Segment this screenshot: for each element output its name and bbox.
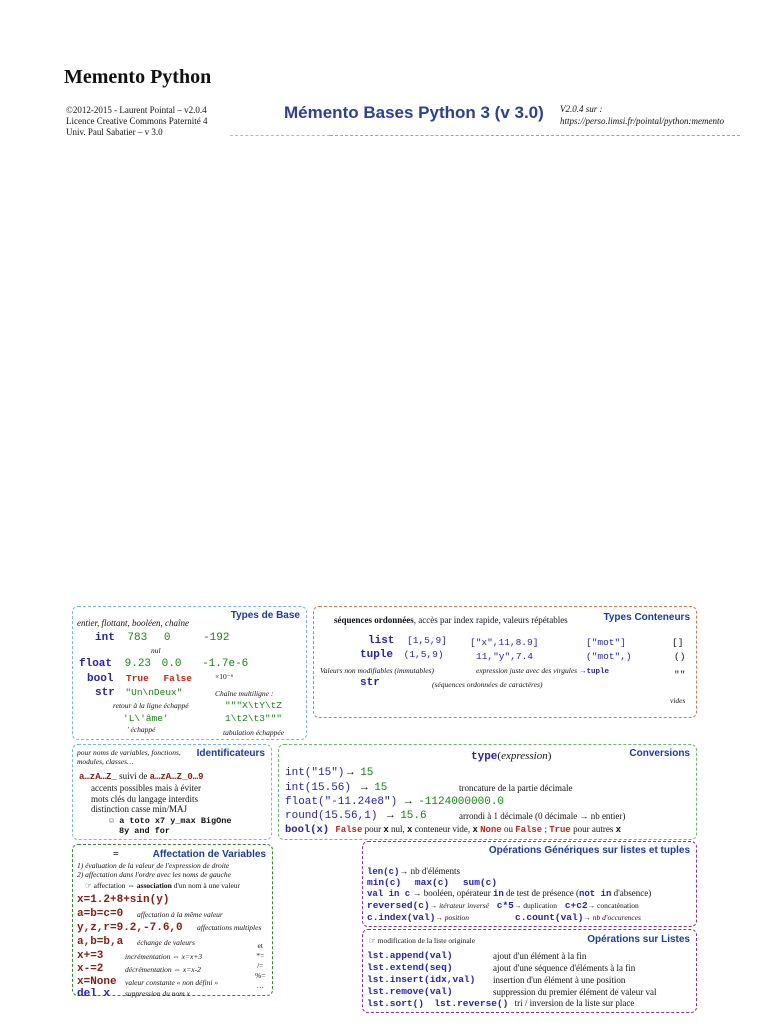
sum-code: sum(c) bbox=[462, 877, 498, 888]
str-multiline-label: Chaîne multiligne : bbox=[215, 689, 274, 698]
ops-listes-note bbox=[369, 936, 475, 945]
ops-listes-title: Opérations sur Listes bbox=[587, 934, 690, 945]
assign-code: a,b=b,a bbox=[77, 936, 124, 948]
conteneurs-subtitle bbox=[334, 615, 568, 625]
tuple-example: ("mot",) bbox=[586, 651, 632, 662]
bool-x: x bbox=[407, 825, 413, 835]
tuple-empty: () bbox=[674, 651, 686, 662]
credit-line: ©2012-2015 - Laurent Pointal – v2.0.4 bbox=[66, 105, 207, 115]
str-keyword: str bbox=[360, 677, 380, 689]
types-base-box bbox=[72, 606, 307, 740]
reverse-code: lst.reverse() bbox=[434, 998, 509, 1009]
credits-block bbox=[66, 105, 207, 138]
assign-code: x=1.2+8+sin(y) bbox=[77, 894, 170, 906]
count-line bbox=[515, 912, 641, 923]
conv-result-value: 15.6 bbox=[400, 810, 427, 822]
assign-note: incrémentation ⇔ x=x+3 bbox=[125, 952, 203, 961]
compound-ops bbox=[255, 941, 265, 991]
reversed-note: → itérateur inversé bbox=[429, 901, 489, 910]
version-note: V2.0.4 sur : bbox=[560, 104, 603, 114]
list-empty: [] bbox=[672, 637, 684, 648]
list-op-note: suppression du premier élément de valeur val bbox=[493, 987, 657, 997]
conv-result: → 15 bbox=[347, 767, 374, 779]
assign-code: y,z,r=9.2,-7.6,0 bbox=[77, 922, 183, 934]
float-value: 0.0 bbox=[161, 658, 182, 670]
conv-code: round(15.56,1) bbox=[285, 810, 378, 822]
dup-code: c*5 bbox=[496, 900, 514, 911]
list-keyword: list bbox=[368, 635, 395, 647]
bad-examples: 8y and for bbox=[119, 826, 171, 836]
virgule-keyword: tuple bbox=[586, 668, 609, 676]
hand-icon: ☞ bbox=[369, 936, 378, 945]
assign-note: affectations multiples bbox=[197, 923, 262, 932]
identificateurs-title: Identificateurs bbox=[196, 748, 265, 759]
count-note: → nb d'occurences bbox=[583, 913, 641, 922]
tuple-row bbox=[360, 649, 444, 661]
subtitle-rest: , accès par index rapide, valeurs répétables bbox=[413, 615, 568, 625]
assign-code: x+=3 bbox=[77, 950, 104, 962]
bool-row bbox=[87, 673, 192, 685]
type-line: type(expression) bbox=[471, 750, 552, 763]
int-keyword: int bbox=[95, 632, 115, 644]
identifier-rule bbox=[79, 771, 204, 782]
concat-code: c+c2 bbox=[564, 900, 588, 911]
assign-note: affectation à la même valeur bbox=[137, 910, 223, 919]
virgule-note bbox=[476, 666, 609, 676]
conv-result-value: 15 bbox=[360, 767, 374, 779]
conv-note: arrondi à 1 décimale (0 décimale → nb entier) bbox=[459, 811, 626, 821]
page-title: Memento Python bbox=[64, 66, 212, 88]
str-note-tab: tabulation échappée bbox=[223, 728, 285, 737]
str-multiline-1: """X\tY\tZ bbox=[225, 700, 283, 711]
bool-true: True bbox=[549, 825, 571, 835]
conversions-title: Conversions bbox=[629, 748, 690, 759]
str-keyword: str bbox=[95, 687, 115, 699]
tuple-example: (1,5,9) bbox=[403, 649, 444, 660]
bool-text: pour bbox=[362, 824, 384, 834]
affectation-title: Affectation de Variables bbox=[152, 849, 266, 860]
list-op-note: ajout d'un élément à la fin bbox=[493, 951, 587, 961]
affectation-intro bbox=[77, 861, 231, 879]
min-code: min(c) bbox=[367, 877, 402, 888]
str-sequence-note: (séquences ordonnées de caractères) bbox=[432, 680, 543, 689]
bool-false: False bbox=[335, 825, 363, 835]
float-note: ×10⁻⁶ bbox=[215, 672, 234, 681]
types-base-subtitle: entier, flottant, booléen, chaîne bbox=[77, 618, 189, 628]
virgule-text: expression juste avec des virgules → bbox=[476, 666, 587, 675]
str-note-escaped: ' échappé bbox=[127, 725, 156, 734]
conv-result: → 15.6 bbox=[387, 810, 427, 822]
compound-op: %= bbox=[255, 971, 266, 980]
str-note-return: retour à la ligne échappé bbox=[113, 701, 189, 710]
int-value: 0 bbox=[163, 632, 171, 644]
bool-code: bool(x) bbox=[285, 824, 330, 836]
assign-note: décrémentation ⇔ x=x-2 bbox=[125, 965, 201, 974]
list-op-note: insertion d'un élément à une position bbox=[493, 975, 626, 985]
assoc-post: d'un nom à une valeur bbox=[171, 881, 241, 890]
index-line bbox=[367, 912, 469, 923]
float-keyword: float bbox=[79, 658, 113, 670]
not-in-keyword: not in bbox=[578, 889, 612, 899]
count-code: c.count(val) bbox=[515, 912, 584, 923]
str-row bbox=[95, 687, 182, 699]
list-op-code: lst.append(val) bbox=[367, 950, 453, 961]
header-divider-red bbox=[330, 135, 740, 136]
int-note: nul bbox=[151, 646, 161, 655]
memento-url[interactable]: https://perso.limsi.fr/pointal/python:memento bbox=[560, 116, 724, 126]
list-example: ["x",11,8.9] bbox=[470, 637, 539, 648]
type-keyword: type bbox=[471, 751, 498, 763]
assign-note: valeur constante « non défini » bbox=[125, 978, 219, 987]
list-example: [1,5,9] bbox=[407, 635, 447, 646]
identificateurs-subtitle: pour noms de variables, fonctions, modules, classes… bbox=[77, 748, 181, 766]
int-value: -192 bbox=[203, 632, 230, 644]
sort-code: lst.sort() bbox=[367, 998, 425, 1009]
assign-note: suppression du nom x bbox=[125, 989, 190, 998]
in-keyword: in bbox=[492, 889, 504, 899]
rule-start-chars: a…zA…Z_ bbox=[79, 772, 117, 782]
list-row bbox=[368, 635, 447, 647]
rule-line: mots clés du langage interdits bbox=[91, 793, 198, 804]
conversions-box bbox=[278, 744, 697, 840]
dup-note: → duplication bbox=[513, 901, 557, 910]
ops-listes-box bbox=[362, 929, 697, 1013]
int-row bbox=[95, 632, 229, 644]
valid-examples bbox=[109, 816, 231, 826]
sort-line bbox=[367, 998, 634, 1009]
val-in-note: d'absence) bbox=[611, 888, 652, 898]
bool-value: False bbox=[163, 673, 192, 684]
bool-text: ; bbox=[542, 824, 550, 834]
list-example: ["mot"] bbox=[586, 637, 626, 648]
reversed-code: reversed(c) bbox=[367, 900, 430, 911]
conv-result: → 15 bbox=[361, 782, 388, 794]
conv-result-value: 15 bbox=[374, 782, 388, 794]
list-op-code: lst.insert(idx,val) bbox=[367, 974, 476, 985]
ops-generiques-box bbox=[362, 841, 697, 927]
int-value: 783 bbox=[127, 632, 148, 644]
conv-result: → -1124000000.0 bbox=[405, 796, 505, 808]
conv-note: troncature de la partie décimale bbox=[459, 783, 573, 793]
sort-note: tri / inversion de la liste sur place bbox=[514, 998, 635, 1008]
index-code: c.index(val) bbox=[367, 912, 436, 923]
header-divider-blue bbox=[230, 135, 330, 136]
immutable-note: Valeurs non modifiables (immutables) bbox=[320, 666, 434, 675]
assign-code: del x bbox=[77, 988, 111, 1000]
val-in-note: de test de présence ( bbox=[503, 888, 579, 898]
types-conteneurs-box bbox=[313, 606, 697, 718]
val-in-code: val in c bbox=[367, 889, 411, 899]
tuple-keyword: tuple bbox=[360, 649, 394, 661]
bool-x: x bbox=[472, 825, 478, 835]
assign-code: x=None bbox=[77, 976, 117, 988]
assoc-bold: association bbox=[136, 881, 172, 890]
rule-middle: suivi de bbox=[116, 771, 150, 781]
bool-false2: False bbox=[515, 825, 543, 835]
str-value: "Un\nDeux" bbox=[125, 687, 183, 698]
assign-note: échange de valeurs bbox=[137, 938, 195, 947]
len-note: → nb d'éléments bbox=[399, 866, 461, 876]
float-value: -1.7e-6 bbox=[202, 658, 249, 670]
compound-op: et bbox=[257, 941, 263, 950]
affectation-box bbox=[72, 844, 273, 1000]
tuple-example: 11,"y",7.4 bbox=[476, 651, 534, 662]
assign-code: x-=2 bbox=[77, 963, 104, 975]
bool-conversion-line bbox=[285, 824, 621, 836]
rule-line: accents possibles mais à éviter bbox=[91, 783, 201, 793]
bool-none: None bbox=[480, 825, 502, 835]
conv-code: int(15.56) bbox=[285, 782, 352, 794]
val-in-note: → booléen, opérateur bbox=[410, 888, 493, 898]
types-conteneurs-title: Types Conteneurs bbox=[603, 612, 690, 623]
ok-examples: a toto x7 y_max BigOne bbox=[119, 816, 232, 826]
credit-line: Licence Creative Commons Paternité 4 bbox=[66, 116, 208, 126]
association-line bbox=[85, 881, 240, 890]
len-line bbox=[367, 866, 460, 877]
conv-result-value: -1124000000.0 bbox=[418, 796, 505, 808]
invalid-examples bbox=[119, 826, 170, 836]
vides-label: vides bbox=[670, 696, 686, 705]
bool-text: ou bbox=[501, 824, 516, 834]
identifier-rules-list bbox=[91, 783, 201, 815]
reversed-line bbox=[367, 900, 639, 911]
types-base-title: Types de Base bbox=[230, 610, 300, 621]
list-op-code: lst.extend(seq) bbox=[367, 962, 453, 973]
index-note: → position bbox=[435, 913, 469, 922]
intro-line: 1) évaluation de la valeur de l'expression de droite bbox=[77, 861, 230, 870]
list-op-code: lst.remove(val) bbox=[367, 986, 453, 997]
compound-op: /= bbox=[257, 961, 264, 970]
bool-value: True bbox=[126, 673, 149, 684]
len-code: len(c) bbox=[367, 867, 400, 877]
affectation-symbol: = bbox=[113, 849, 119, 860]
list-op-note: ajout d'une séquence d'éléments à la fin bbox=[493, 963, 636, 973]
credit-line: Univ. Paul Sabatier – v 3.0 bbox=[66, 127, 163, 137]
bool-text: pour autres bbox=[570, 824, 616, 834]
bool-x: x bbox=[383, 825, 389, 835]
type-arg: expression bbox=[501, 750, 548, 762]
bool-text: nul, bbox=[388, 824, 408, 834]
intro-line: 2) affectation dans l'ordre avec les noms de gauche bbox=[77, 870, 231, 879]
modify-note: modification de la liste originale bbox=[377, 936, 476, 945]
compound-op: *= bbox=[256, 951, 265, 960]
float-row bbox=[79, 658, 248, 670]
str-multiline-2: 1\t2\t3""" bbox=[225, 713, 283, 724]
val-in-line bbox=[367, 888, 651, 899]
str-value-2: 'L\'âme' bbox=[123, 713, 169, 724]
minmax-line bbox=[367, 877, 497, 888]
subtitle-bold: séquences ordonnées bbox=[334, 615, 414, 625]
max-code: max(c) bbox=[414, 877, 450, 888]
bool-text: conteneur vide, bbox=[412, 824, 473, 834]
conv-code: int("15") bbox=[285, 767, 345, 779]
compound-op: … bbox=[256, 981, 264, 990]
ops-generiques-title: Opérations Génériques sur listes et tuples bbox=[488, 845, 690, 856]
bool-x: x bbox=[615, 825, 621, 835]
str-empty: "" bbox=[674, 669, 686, 680]
conv-code: float("-11.24e8") bbox=[285, 796, 398, 808]
rule-chars: a…zA…Z_0…9 bbox=[149, 772, 204, 782]
memento-main-title: Mémento Bases Python 3 (v 3.0) bbox=[284, 103, 544, 122]
float-value: 9.23 bbox=[124, 658, 152, 670]
assign-code: a=b=c=0 bbox=[77, 908, 124, 920]
ok-icon: ☺ bbox=[109, 816, 120, 826]
rule-line: distinction casse min/MAJ bbox=[91, 804, 187, 814]
identificateurs-box bbox=[72, 744, 272, 840]
bool-keyword: bool bbox=[87, 673, 114, 685]
assoc-pre: affectation ⇔ bbox=[93, 881, 137, 890]
concat-note: → concaténation bbox=[587, 901, 639, 910]
hand-icon: ☞ bbox=[85, 881, 94, 890]
